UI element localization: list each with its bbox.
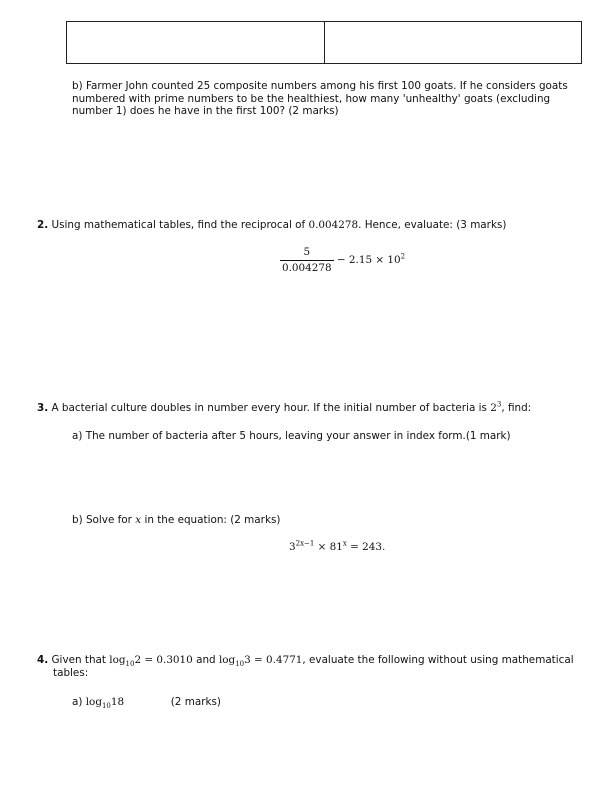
q3b-text: b) Solve for <box>72 514 132 526</box>
q2-expr-exp: 2 <box>400 252 406 261</box>
q2-text-after: . Hence, evaluate: (3 marks) <box>358 219 507 231</box>
q3-base: 2 <box>490 402 497 414</box>
question-3 <box>37 402 597 415</box>
q3-text-end: , find: <box>501 402 532 414</box>
question-1b <box>72 80 584 118</box>
q3-eq-exp2: x <box>342 539 347 548</box>
q2-value: 0.004278 <box>308 219 359 231</box>
q4-text-line2: tables: <box>53 666 89 679</box>
q2-numerator: 5 <box>303 246 311 258</box>
q4-log-fn: log <box>218 654 236 666</box>
q4a-log-fn: log <box>85 696 102 708</box>
q4-val2: = 0.4771 <box>254 654 303 666</box>
q2-expression <box>280 246 405 274</box>
q4-log-fn: log <box>109 654 126 666</box>
q4-and: and <box>196 654 216 666</box>
q3-eq-times: × 81 <box>317 541 343 553</box>
q4-log1 <box>109 654 193 669</box>
question-2 <box>37 219 597 232</box>
q4a-marks: (2 marks) <box>170 696 221 708</box>
question-4 <box>37 654 597 679</box>
q3-eq-rest: = 243. <box>350 541 386 553</box>
q4-arg2: 3 <box>244 654 251 666</box>
q4-arg1: 2 <box>134 654 142 666</box>
q1b-text: Farmer John counted 25 composite numbers among his first 100 goats. If he considers goats numbered with prime numbers to be the healthiest, how many 'unhealthy' goats (excluding number 1) does he have in the first 100? (2 marks) <box>72 80 568 118</box>
q4-text-given: Given that <box>51 654 106 666</box>
q4-number: 4. <box>37 654 49 666</box>
question-3b <box>72 514 592 527</box>
q4a-log-sub: 10 <box>101 702 111 711</box>
answer-table-cell <box>324 22 582 63</box>
answer-table-cell <box>67 22 324 63</box>
q2-text: Using mathematical tables, find the reciprocal of <box>51 219 306 231</box>
q3-equation <box>289 541 385 554</box>
q4-text-after: , evaluate the following without using mathematical <box>302 654 574 666</box>
question-3a: a) The number of bacteria after 5 hours, leaving your answer in index form.(1 mark) <box>72 430 511 442</box>
q3b-text-after: in the equation: (2 marks) <box>144 514 281 526</box>
q4a-expr <box>85 696 125 711</box>
question-4a <box>72 696 372 709</box>
q2-number: 2. <box>37 219 49 231</box>
q4-val1: = 0.3010 <box>144 654 193 666</box>
q3-eq-exp1: 2x−1 <box>295 539 315 548</box>
q3-text: A bacterial culture doubles in number every hour. If the initial number of bacteria is <box>51 402 487 414</box>
q2-denominator: 0.004278 <box>282 261 332 274</box>
q4-log-sub: 10 <box>235 660 245 669</box>
q2-expr-rest: − 2.15 × 10 <box>336 254 401 267</box>
q2-fraction <box>280 246 334 274</box>
answer-table <box>66 21 582 64</box>
q4a-arg: 18 <box>110 696 125 708</box>
q1b-label: b) <box>72 80 83 92</box>
q3-number: 3. <box>37 402 49 414</box>
q4-log-sub: 10 <box>125 660 135 669</box>
q3-exp: 3 <box>496 400 502 409</box>
q3-eq-base1: 3 <box>289 541 296 553</box>
q4-log2 <box>218 654 303 669</box>
q4a-label: a) <box>72 696 83 708</box>
q3b-var: x <box>135 514 142 526</box>
